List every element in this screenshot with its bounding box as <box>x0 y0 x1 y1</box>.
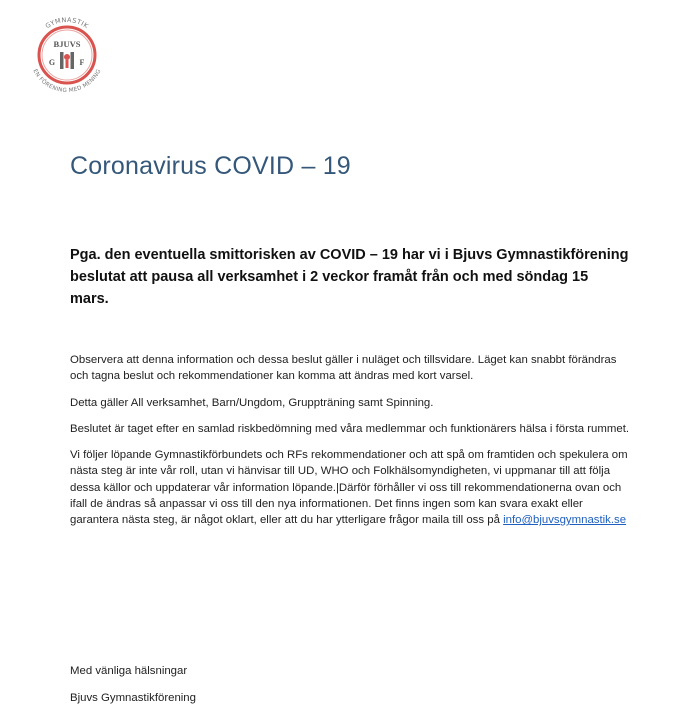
paragraph-notice: Observera att denna information och dessa beslut gäller i nuläget och tillsvidare. Läget kan snabbt förändras och tagna beslut och rekommendationer kan komma att ändras med kort varsel. <box>70 354 617 383</box>
closing-text: Med vänliga hälsningar <box>70 665 188 677</box>
logo-letter-right: F <box>79 58 85 67</box>
page-title: Coronavirus COVID – 19 <box>70 152 351 180</box>
logo-bar-right <box>71 52 75 69</box>
body-text <box>70 352 630 539</box>
logo-top-text: GYMNASTIK <box>43 15 91 31</box>
logo-name: BJUVS <box>53 39 81 49</box>
logo-bottom-text: EN FÖRENING MED MENING <box>31 68 103 95</box>
email-link[interactable]: info@bjuvsgymnastik.se <box>503 514 627 527</box>
logo-bar-left <box>60 52 64 69</box>
signature-block <box>70 663 196 717</box>
paragraph-decision: Beslutet är taget efter en samlad riskbedömning med våra medlemmar och funktionärers hälsa i första rummet. <box>70 422 630 435</box>
paragraph-recommendations-text: Vi följer löpande Gymnastikförbundets och RFs rekommendationer och att spå om framtiden och spekulera om nästa steg är inte vår roll, utan vi hänvisar till UD, WHO och Folkhälsomyndigheten, vi uppmanar till att följa dessa källor och uppdaterar vår information löpande.|Därför förhåller vi oss till rekommendationerna ovan och ifall de ändras så anpassar vi oss till den nya informationen. Det finns ingen som kan svara exakt eller garantera nästa steg, är något oklart, eller att du har ytterligare frågor maila till oss på <box>70 449 628 527</box>
lead-paragraph: Pga. den eventuella smittorisken av COVID – 19 har vi i Bjuvs Gymnastikförening beslutat att pausa all verksamhet i 2 veckor framåt från och med söndag 15 mars. <box>70 247 629 307</box>
logo-gymnast-head-icon <box>64 54 70 60</box>
paragraph-scope: Detta gäller All verksamhet, Barn/Ungdom, Gruppträning samt Spinning. <box>70 396 434 409</box>
paragraph-recommendations <box>70 447 630 528</box>
logo-letter-left: G <box>48 58 56 67</box>
club-logo <box>22 10 112 100</box>
logo-gymnast-body-icon <box>66 60 69 68</box>
signature-text: Bjuvs Gymnastikförening <box>70 692 196 704</box>
